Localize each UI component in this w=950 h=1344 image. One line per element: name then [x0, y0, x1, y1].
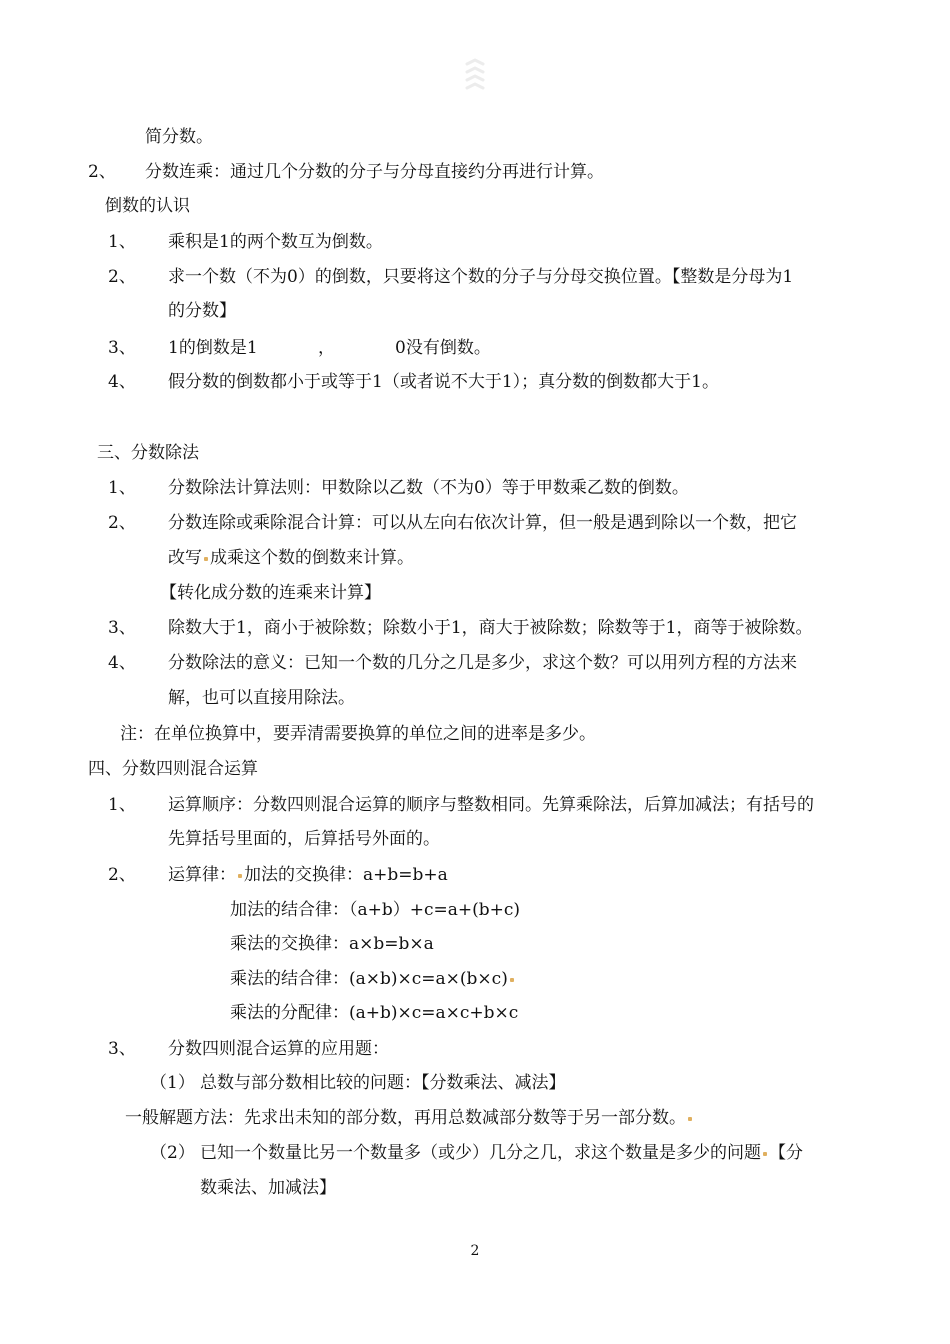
- text-line: 除数大于1，商小于被除数；除数小于1，商大于被除数；除数等于1，商等于被除数。: [168, 618, 813, 638]
- item-number: 3、: [108, 338, 136, 358]
- text-fragment: 已知一个数量比另一个数量多（或少）几分之几，求这个数量是多少的问题: [200, 1143, 761, 1163]
- text-line: [168, 547, 414, 569]
- text-line: 【转化成分数的连乘来计算】: [160, 583, 381, 603]
- text-line: 求一个数（不为0）的倒数，只要将这个数的分子与分母交换位置。【整数是分母为1: [168, 267, 794, 287]
- text-line: 分数连乘：通过几个分数的分子与分母直接约分再进行计算。: [145, 162, 604, 182]
- text-line: 总数与部分数相比较的问题：【分数乘法、减法】: [200, 1073, 566, 1093]
- marker-dot: [204, 557, 208, 561]
- text-line: 0没有倒数。: [395, 338, 491, 358]
- item-number: 1、: [108, 478, 136, 498]
- marker-dot: [688, 1117, 692, 1121]
- formula-line: 加法的结合律：（a+b）+c=a+(b+c): [230, 900, 521, 920]
- text-fragment: 一般解题方法：先求出未知的部分数，再用总数减部分数等于另一部分数。: [125, 1108, 686, 1128]
- text-fragment: 运算律：: [168, 865, 236, 885]
- item-number: （2）: [150, 1143, 195, 1163]
- formula-line: 乘法的分配律：(a+b)×c=a×c+b×c: [230, 1003, 519, 1023]
- item-number: 4、: [108, 653, 136, 673]
- text-line: 分数四则混合运算的应用题：: [168, 1039, 389, 1059]
- item-number: 1、: [108, 232, 136, 252]
- text-line: 运算顺序：分数四则混合运算的顺序与整数相同。先算乘除法，后算加减法；有括号的: [168, 795, 814, 815]
- formula-line: [230, 968, 516, 990]
- text-fragment: 加法的交换律：a+b=b+a: [244, 865, 448, 885]
- page-number: 2: [470, 1243, 480, 1259]
- item-number: 4、: [108, 372, 136, 392]
- text-line: [168, 864, 448, 886]
- watermark-logo-icon: [462, 58, 488, 94]
- text-line: 乘积是1的两个数互为倒数。: [168, 232, 383, 252]
- text-line: ，: [318, 338, 335, 358]
- section-heading: 三、分数除法: [97, 443, 199, 463]
- text-line: 1的倒数是1: [168, 338, 258, 358]
- text-fragment: 成乘这个数的倒数来计算。: [210, 548, 414, 568]
- text-line: 假分数的倒数都小于或等于1（或者说不大于1）；真分数的倒数都大于1。: [168, 372, 719, 392]
- text-line: 解，也可以直接用除法。: [168, 688, 355, 708]
- note-line: 注：在单位换算中，要弄清需要换算的单位之间的进率是多少。: [120, 724, 596, 744]
- item-number: （1）: [150, 1073, 195, 1093]
- text-line: 分数除法计算法则：甲数除以乙数（不为0）等于甲数乘乙数的倒数。: [168, 478, 689, 498]
- text-line: 分数除法的意义：已知一个数的几分之几是多少，求这个数？可以用列方程的方法来: [168, 653, 797, 673]
- item-number: 1、: [108, 795, 136, 815]
- text-fragment: 乘法的结合律：(a×b)×c=a×(b×c): [230, 969, 508, 989]
- text-line: 的分数】: [168, 301, 236, 321]
- text-fragment: 【分: [769, 1143, 803, 1163]
- text-line: 数乘法、加减法】: [200, 1178, 336, 1198]
- formula-line: 乘法的交换律：a×b=b×a: [230, 934, 434, 954]
- text-line: 分数连除或乘除混合计算：可以从左向右依次计算，但一般是遇到除以一个数，把它: [168, 513, 797, 533]
- item-number: 2、: [108, 865, 136, 885]
- section-heading: 四、分数四则混合运算: [88, 759, 258, 779]
- item-number: 2、: [108, 513, 136, 533]
- item-number: 2、: [88, 162, 116, 182]
- item-number: 2、: [108, 267, 136, 287]
- text-line: [125, 1107, 694, 1129]
- item-number: 3、: [108, 618, 136, 638]
- marker-dot: [238, 874, 242, 878]
- text-line: 简分数。: [145, 127, 213, 147]
- section-heading: 倒数的认识: [105, 196, 190, 216]
- text-line: [200, 1142, 803, 1164]
- text-fragment: 改写: [168, 548, 202, 568]
- marker-dot: [763, 1152, 767, 1156]
- item-number: 3、: [108, 1039, 136, 1059]
- marker-dot: [510, 978, 514, 982]
- text-line: 先算括号里面的，后算括号外面的。: [168, 829, 440, 849]
